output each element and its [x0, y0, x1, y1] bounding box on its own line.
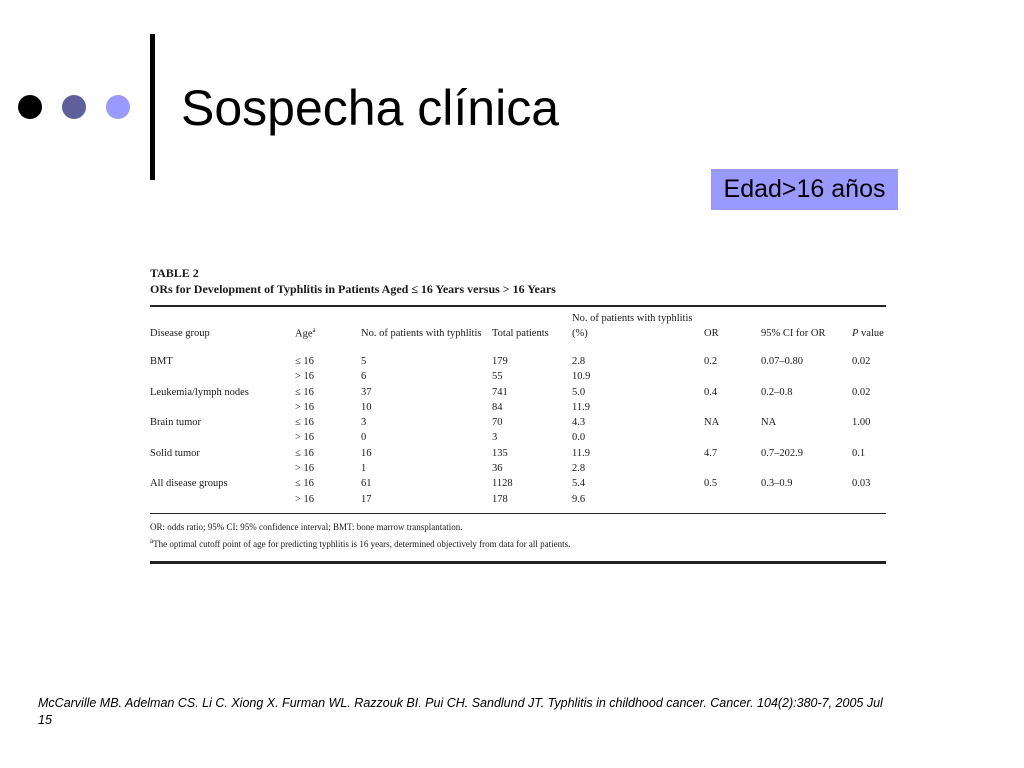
table-cell: 10.9 [572, 371, 591, 383]
table-row [150, 369, 886, 384]
table-cell: 4.3 [572, 417, 586, 429]
header-p-value: P value [852, 328, 884, 339]
table-cell: > 16 [295, 371, 315, 383]
title-divider [150, 34, 155, 180]
typhlitis-table [150, 266, 886, 564]
table-cell [150, 369, 295, 384]
table-cell: Brain tumor [150, 417, 202, 429]
table-cell: ≤ 16 [295, 447, 314, 459]
table-cell: ≤ 16 [295, 356, 314, 367]
table-footnotes [150, 520, 886, 551]
age-badge: Edad>16 años [711, 169, 898, 210]
table-row [150, 385, 886, 400]
table-cell: 0.03 [852, 478, 871, 490]
table-cell: 0.7–202.9 [761, 447, 803, 459]
header-ci: 95% CI for OR [761, 328, 826, 339]
table-cell: 55 [492, 371, 503, 383]
table-cell: 2.8 [572, 356, 586, 367]
table-cell [852, 400, 886, 415]
table-cell: 1128 [492, 478, 513, 490]
table-body [150, 346, 886, 513]
table-cell: > 16 [295, 493, 315, 505]
table-cell: 36 [492, 463, 503, 475]
table-cell: 179 [492, 356, 508, 367]
table-cell: > 16 [295, 401, 315, 413]
table-row [150, 400, 886, 415]
table-cell: 1.00 [852, 417, 871, 429]
table-cell: 9.6 [572, 493, 586, 505]
table-cell: > 16 [295, 463, 315, 475]
header-total-patients: Total patients [492, 328, 549, 339]
table-cell [761, 492, 852, 513]
footnote-age-cutoff [150, 534, 886, 551]
table-cell [761, 400, 852, 415]
bullet-dot-slate [62, 95, 86, 119]
table-row [150, 446, 886, 461]
table-cell: 11.9 [572, 401, 590, 413]
table-row [150, 415, 886, 430]
table-cell [761, 369, 852, 384]
footnote-marker: a [150, 536, 154, 545]
header-typhlitis-percent: No. of patients with typhlitis (%) [572, 313, 693, 339]
table-cell: 0.3–0.9 [761, 478, 793, 490]
header-or: OR [704, 328, 719, 339]
table-cell: 178 [492, 493, 508, 505]
table-row [150, 492, 886, 513]
table-cell [150, 400, 295, 415]
table-cell: 5 [361, 356, 367, 367]
table-cell: 0.07–0.80 [761, 356, 803, 367]
table-cell: 741 [492, 386, 508, 398]
table-cell [704, 430, 761, 445]
table-cell [852, 461, 886, 476]
table-cell: 0.5 [704, 478, 718, 490]
table-cell [852, 430, 886, 445]
table-row [150, 461, 886, 476]
table-cell: NA [704, 417, 720, 429]
table-cell [150, 461, 295, 476]
table-cell: Leukemia/lymph nodes [150, 386, 249, 398]
table-cell: 3 [492, 432, 498, 444]
footnote-age-cutoff-text: The optimal cutoff point of age for predicting typhlitis is 16 years, determined objectively from data for all patients. [153, 538, 571, 549]
table-cell: 61 [361, 478, 372, 490]
table-cell: 10 [361, 401, 372, 413]
odds-ratio-table [150, 307, 886, 513]
table-cell: 11.9 [572, 447, 590, 459]
table-cell: All disease groups [150, 478, 228, 490]
table-cell: 0.4 [704, 386, 718, 398]
citation: McCarville MB. Adelman CS. Li C. Xiong X. Furman WL. Razzouk BI. Pui CH. Sandlund JT. Typhlitis in childhood cancer. Cancer. 104(2):380-7, 2005 Jul 15 [38, 696, 883, 727]
footnote-abbreviations: OR: odds ratio; 95% CI: 95% confidence interval; BMT: bone marrow transplantation. [150, 521, 463, 532]
table-cell: 1 [361, 463, 367, 475]
header-age: Age$^a$ [295, 325, 316, 339]
table-cell: 0.0 [572, 432, 586, 444]
table-cell: > 16 [295, 432, 315, 444]
table-cell: 84 [492, 401, 503, 413]
table-cell [150, 492, 295, 513]
table-cell [704, 369, 761, 384]
table-cell [761, 430, 852, 445]
table-cell: 4.7 [704, 447, 718, 459]
table-header-row [150, 307, 886, 346]
table-cell: BMT [150, 356, 173, 367]
bullet-dot-lavender [106, 95, 130, 119]
table-cell [704, 461, 761, 476]
table-cell: Solid tumor [150, 447, 200, 459]
header-patients-typhlitis: No. of patients with typhlitis [361, 328, 482, 339]
table-label: TABLE 2 [150, 266, 199, 280]
table-cell [852, 369, 886, 384]
bullet-dot-black [18, 95, 42, 119]
table-cell [761, 461, 852, 476]
table-cell: 0.2 [704, 356, 718, 367]
table-cell: 0.2–0.8 [761, 386, 793, 398]
table-cell: 17 [361, 493, 372, 505]
table-cell: 5.4 [572, 478, 586, 490]
table-cell: 2.8 [572, 463, 586, 475]
table-cell: ≤ 16 [295, 386, 314, 398]
table-row [150, 430, 886, 445]
table-cell: ≤ 16 [295, 478, 314, 490]
table-cell: 6 [361, 371, 367, 383]
table-bottom-rule [150, 513, 886, 514]
table-cell [704, 492, 761, 513]
table-cell: 0.02 [852, 356, 871, 367]
table-cell: NA [761, 417, 777, 429]
table-cell: ≤ 16 [295, 417, 314, 429]
table-caption: ORs for Development of Typhlitis in Patients Aged ≤ 16 Years versus > 16 Years [150, 282, 556, 296]
table-cell: 0.02 [852, 386, 871, 398]
header-disease-group: Disease group [150, 328, 210, 339]
slide-title: Sospecha clínica [181, 80, 560, 136]
table-cell: 0.1 [852, 447, 866, 459]
table-cell [150, 430, 295, 445]
table-cell: 135 [492, 447, 508, 459]
table-cell: 16 [361, 447, 372, 459]
table-cell [704, 400, 761, 415]
table-cell: 37 [361, 386, 372, 398]
table-cell: 0 [361, 432, 367, 444]
table-cell: 5.0 [572, 386, 586, 398]
table-row [150, 346, 886, 369]
table-cell [852, 492, 886, 513]
table-cell: 70 [492, 417, 503, 429]
table-row [150, 476, 886, 491]
table-cell: 3 [361, 417, 367, 429]
table-end-rule [150, 561, 886, 564]
